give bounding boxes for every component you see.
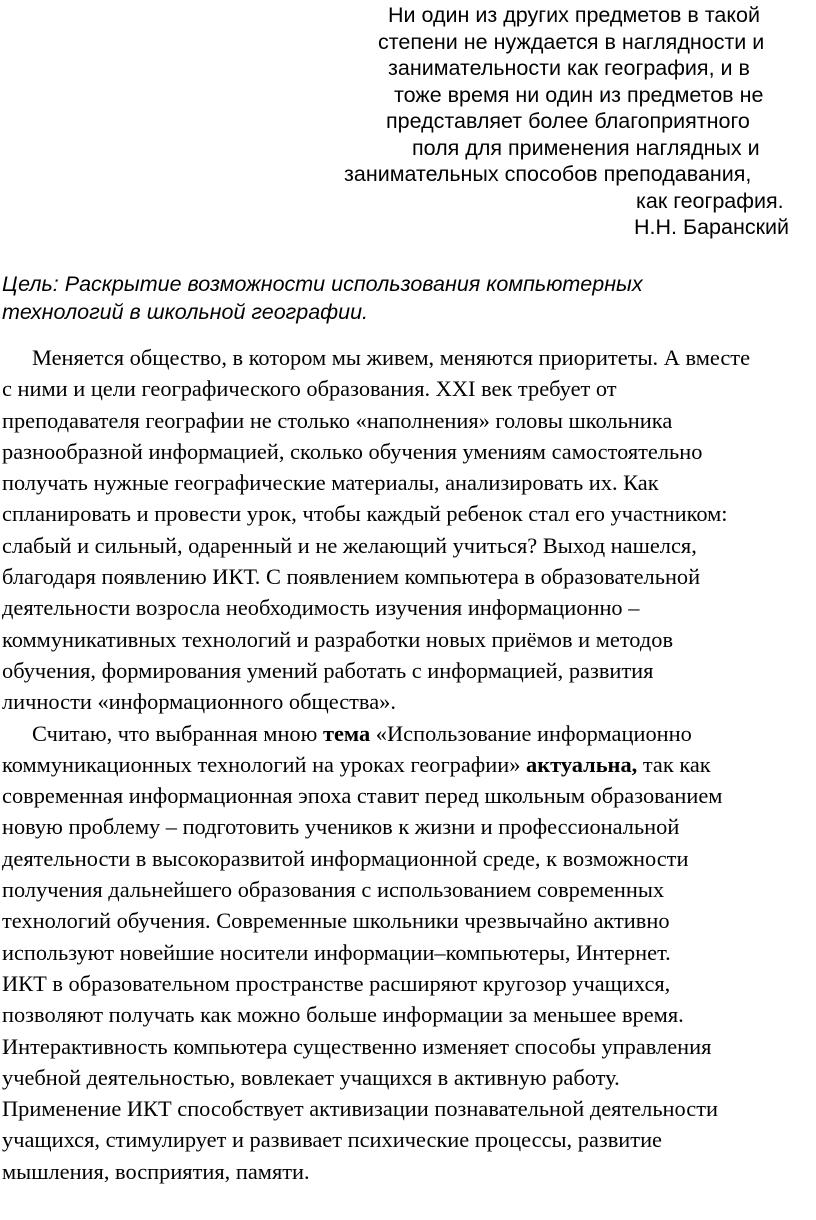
paragraph-line: ИКТ в образовательном пространстве расширяют кругозор учащихся,	[2, 970, 671, 996]
bold-term-topic: тема	[322, 720, 371, 746]
text-run: так как	[637, 751, 711, 777]
paragraph-line: технологий обучения. Современные школьники чрезвычайно активно	[2, 908, 670, 934]
paragraph-line: разнообразной информацией, сколько обучения умениям самостоятельно	[2, 438, 703, 464]
paragraph-line: деятельности в высокоразвитой информационной среде, к возможности	[2, 845, 689, 871]
paragraph-line: слабый и сильный, одаренный и не желающий учиться? Выход нашелся,	[2, 532, 697, 558]
paragraph-line: получения дальнейшего образования с использованием современных	[2, 877, 665, 903]
epigraph-line: занимательности как география, и в	[388, 56, 750, 80]
epigraph	[344, 2, 814, 241]
paragraph-line: используют новейшие носители информации–компьютеры, Интернет.	[2, 939, 671, 965]
epigraph-line: тоже время ни один из предметов не	[394, 82, 764, 107]
epigraph-author: Н.Н. Баранский	[634, 215, 790, 239]
paragraph-line: преподавателя географии не столько «наполнения» головы школьника	[2, 407, 673, 433]
paragraph-2	[2, 718, 816, 1187]
paragraph-1	[2, 342, 816, 718]
paragraph-line: мышления, восприятия, памяти.	[2, 1158, 310, 1184]
text-run: Считаю, что выбранная мною	[32, 720, 323, 746]
main-text	[2, 342, 816, 1187]
paragraph-line: личности «информационного общества».	[2, 689, 396, 715]
paragraph-line: благодаря появлению ИКТ. С появлением компьютера в образовательной	[2, 564, 701, 590]
paragraph-line: получать нужные географические материалы, анализировать их. Как	[2, 470, 659, 496]
bold-term-relevant: актуальна,	[526, 751, 638, 777]
epigraph-line: представляет более благоприятного	[386, 109, 750, 133]
paragraph-line: спланировать и провести урок, чтобы каждый ребенок стал его участником:	[2, 501, 728, 527]
paragraph-line: коммуникативных технологий и разработки новых приёмов и методов	[2, 626, 674, 652]
goal-line: Цель: Раскрытие возможности использования компьютерных	[2, 272, 643, 296]
epigraph-line: как география.	[636, 188, 784, 213]
paragraph-line: современная информационная эпоха ставит перед школьным образованием	[2, 783, 723, 809]
paragraph-line: с ними и цели географического образования. XXI век требует от	[2, 376, 617, 402]
epigraph-line: степени не нуждается в наглядности и	[378, 29, 765, 54]
goal-line: технологий в школьной географии.	[2, 300, 369, 324]
paragraph-line: учащихся, стимулирует и развивает психические процессы, развитие	[2, 1127, 662, 1153]
epigraph-line: занимательных способов преподавания,	[344, 162, 752, 186]
paragraph-line: Интерактивность компьютера существенно изменяет способы управления	[2, 1033, 712, 1059]
paragraph-line: учебной деятельностью, вовлекает учащихся в активную работу.	[2, 1064, 620, 1090]
text-run: коммуникационных технологий на уроках географии»	[2, 751, 527, 777]
paragraph-line: Меняется общество, в котором мы живем, меняются приоритеты. А вместе	[32, 345, 751, 370]
paragraph-line: деятельности возросла необходимость изучения информационно –	[2, 595, 640, 621]
paragraph-line	[2, 749, 816, 780]
paragraph-line: Применение ИКТ способствует активизации познавательной деятельности	[2, 1096, 718, 1122]
paragraph-line: новую проблему – подготовить учеников к жизни и профессиональной	[2, 814, 680, 840]
goal-statement	[2, 270, 802, 326]
epigraph-line: поля для применения наглядных и	[412, 135, 760, 160]
paragraph-line: позволяют получать как можно больше информации за меньшее время.	[2, 1002, 684, 1028]
paragraph-line	[2, 718, 816, 749]
epigraph-line: Ни один из других предметов в такой	[388, 3, 761, 27]
text-run: «Использование информационно	[370, 720, 692, 746]
paragraph-line: обучения, формирования умений работать с информацией, развития	[2, 657, 654, 683]
